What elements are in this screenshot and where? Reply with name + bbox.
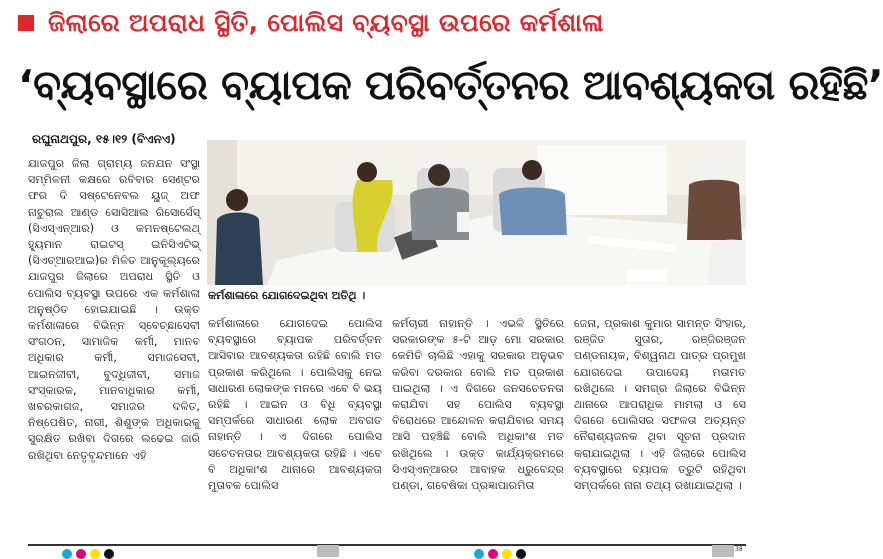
workshop-photo-illustration [207, 140, 746, 285]
registration-marks-left [62, 549, 114, 559]
photo-caption: କର୍ମଶାଳାରେ ଯୋଗଦେଇଥିବା ଅତିଥି । [208, 289, 366, 302]
registration-marks-right [474, 549, 526, 559]
bottom-rule [28, 544, 746, 546]
magenta-dot-icon [488, 549, 498, 559]
article-column-2 [208, 316, 382, 536]
cyan-dot-icon [62, 549, 72, 559]
kicker-text: ଜିଲାରେ ଅପରାଧ ସ୍ଥିତି, ପୋଲିସ ବ୍ୟବସ୍ଥା ଉପରେ କର୍ମଶାଳା [48, 8, 604, 37]
column-1-text: ଯାଜପୁର ଜିଲା ଗ୍ରାମ୍ୟ ଜନଯନ ସଂସ୍ଥା ସମ୍ମିଳନୀ କକ୍ଷରେ ରବିବାର ସେଣ୍ଟର ଫର ଦି ସଷ୍ଟେନେବଲ ୟୁଜ୍ ଅଫ ନାଚୁରାଲ ଆଣ୍ଡ ସୋସିଆଲ ରିସୋର୍ସେସ୍ (ସିଏସ୍ଏନ୍ଆର) ଓ କମନଷ୍ଟେଲଥ୍ ହ୍ୟୁମାନ ରାଇଟସ୍ ଇନିସିଏଟିଭ୍ (ସିଏଚ୍ଆରଆଇ)ର ମିଳିତ ଆନୁକୂଲ୍ୟରେ ଯାଜପୁର ଜିଲାରେ ଅପରାଧ ସ୍ଥିତି ଓ ପୋଲିସ ବ୍ୟବସ୍ଥା ଉପରେ ଏକ କର୍ମଶାଳା ଅନୁଷ୍ଠିତ ହୋଇଯାଇଛି । ଉକ୍ତ କର୍ମଶାଳାରେ ବିଭିନ୍ନ ସ୍ବେଚ୍ଛାସେବୀ ସଂଗଠନ, ସାମାଜିକ କର୍ମୀ, ମାନବ ଅଧିକାର କର୍ମୀ, ସମାଜସେବୀ, ଆଇନଜୀବୀ, ବୁଦ୍ଧିଜୀବୀ, ସମାଜ ସଂସ୍କାରକ, ମାନବାଧିକାର କର୍ମୀ, ଖବରକାଗଜ, ସମାଜର ଦଳିତ, ନିଷ୍ପେଷିତ, ନାରୀ, ଶିଶୁଙ୍କ ଅଧିକାରକୁ ସୁରକ୍ଷିତ ରଖିବା ଦିଗରେ ଲଢେଇ ଜାରି ରଖିଥିବା ନେତୃବୃନ୍ଦମାନେ ଏହି [28, 157, 200, 462]
workshop-photo [207, 140, 746, 285]
magenta-dot-icon [76, 549, 86, 559]
grey-print-mark [317, 545, 339, 557]
kicker [18, 6, 604, 40]
column-4-text: ଜେନା, ପ୍ରକାଶ କୁମାର ସାମନ୍ତ ସିଂହାର, ରଞ୍ଜିତ ସୁତାର, ରଞ୍ଜିରଞ୍ଜନ ପଣ୍ଡନାୟକ, ବିଶ୍ୱନାଥ ପାତ୍ର ପ୍ରମୁଖ ଯୋଗଦେଇ ଉପାଦେୟ ମତାମତ ରଖିଥିଲେ । ସମଗ୍ର ଜିଲାରେ ବିଭିନ୍ନ ଥାନାରେ ଆପରାଧିକ ମାମଲା ଓ ସେ ଦିଗରେ ପୋଲିସର ସଫଳତା ଅତ୍ୟନ୍ତ ନୈରାଶ୍ୟଜନକ ଥିବା ସୂଚନା ପ୍ରଦାନ କରାଯାଇଥିଲା । ଏହି ଜିଲାରେ ପୋଲିସ ବ୍ୟବସ୍ଥାରେ ବ୍ୟାପକ ତ୍ରୁଟି ରହିଥିବା ସମ୍ପର୍କରେ ନାନା ତଥ୍ୟ ରଖାଯାଇଥିଲା । [574, 317, 746, 493]
yellow-dot-icon [502, 549, 512, 559]
article-column-3 [392, 316, 564, 536]
grey-print-mark-right [712, 545, 734, 557]
red-square-bullet-icon [18, 15, 34, 31]
cyan-dot-icon [474, 549, 484, 559]
dateline: ରଘୁନାଥପୁର, ୧୫।୧୨ (ବିଏନଏ) [32, 132, 176, 146]
headline: ‘ବ୍ୟବସ୍ଥାରେ ବ୍ୟାପକ ପରିବର୍ତ୍ତନର ଆବଶ୍ୟକତା ରହିଛି’ [18, 61, 883, 109]
page-number: 38 [735, 546, 743, 553]
black-dot-icon [516, 549, 526, 559]
yellow-dot-icon [90, 549, 100, 559]
article-column-1 [28, 156, 200, 536]
column-2-text: କର୍ମଶାଳାରେ ଯୋଗଦେଇ ପୋଲିସ ବ୍ୟବସ୍ଥାରେ ବ୍ୟାପକ ପରିବର୍ତ୍ତନ ଆସିବାର ଆବଶ୍ୟକତା ରହିଛି ବୋଲି ମତ ପ୍ରକାଶ କରିଥିଲେ । ପୋଲିସକୁ ନେଇ ସାଧାରଣ ଲୋକଙ୍କ ମନରେ ଏବେ ବି ଭୟ ରହିଛି । ଆଇନ ଓ ବିଧି ବ୍ୟବସ୍ଥା ସମ୍ପର୍କରେ ସାଧାରଣ ଲୋକ ଅବଗତ ନାହାନ୍ତି । ଏ ଦିଗରେ ପୋଲିସ ସଚେତନତାର ଆବଶ୍ୟକତା ରହିଛି । ଏବେ ବି ଅଧିକାଂଶ ଥାନାରେ ଆବଶ୍ୟକତା ମୁତାବକ ପୋଲିସ [208, 317, 382, 493]
column-3-text: କର୍ମଚାରୀ ନାହାନ୍ତି । ଏଭଳି ସ୍ଥିତିରେ ସରକାରଙ୍କ ୫-ଟି ଆଡ଼ ମୋ ସରକାର କେମିତି ଚାଲିଛି ଏହାକୁ ସରକାର ଅନୁଭବ କରିବା ଦରକାର ବୋଲି ମତ ପ୍ରକାଶ ପାଇଥିଲା । ଏ ଦିଗରେ ଜନସଚେତନତା କରାଯିବା ସହ ପୋଲିସ ବ୍ୟବସ୍ଥା ବିରୋଧରେ ଆନ୍ଦୋଳନ କରାଯିବାର ସମୟ ଆସି ପହଞ୍ଚିଛି ବୋଲି ଅଧିକାଂଶ ମତ ରଖିଥିଲେ । ଉକ୍ତ କାର୍ଯ୍ୟକ୍ରମରେ ସିଏସ୍ଏନ୍ଆରର ଆବାହକ ଧ୍ରୁବେନ୍ଦ୍ର ପଣ୍ଡା, ଗବେଷିକା ପ୍ରଜ୍ଞାପାରମିତା [392, 317, 564, 493]
article-column-4 [574, 316, 746, 536]
black-dot-icon [104, 549, 114, 559]
